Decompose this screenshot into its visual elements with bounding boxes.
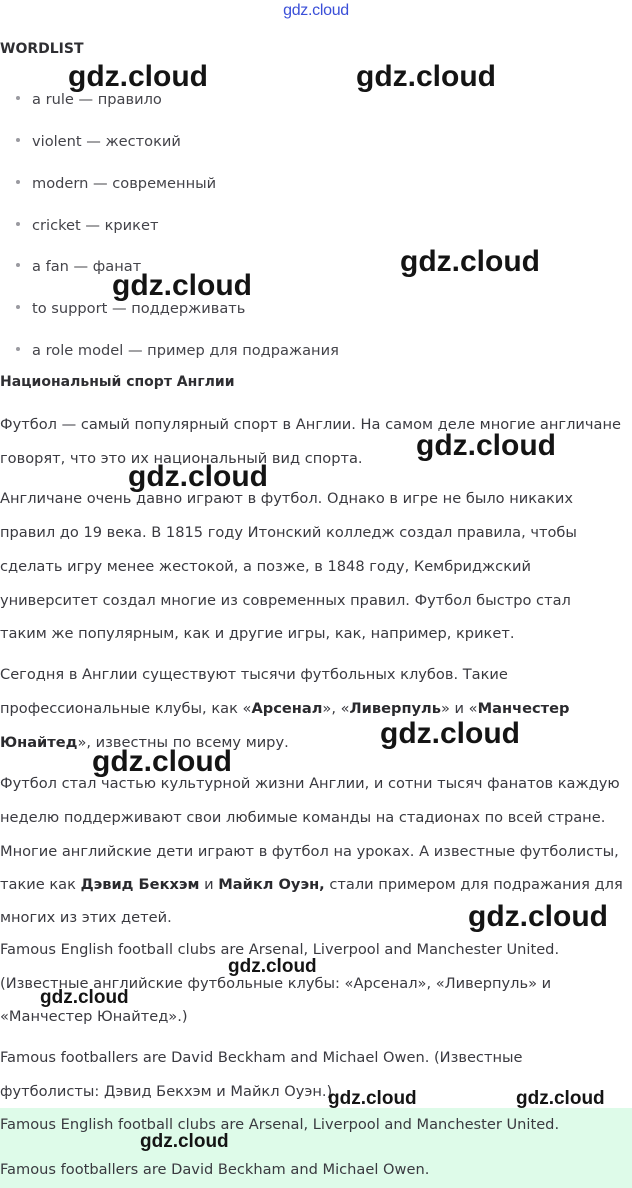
text-line: университет создал многие из современных правил. Футбол быстро стал [0, 592, 571, 609]
bullet-icon [16, 138, 20, 142]
watermark: gdz.cloud [140, 1131, 229, 1152]
watermark: gdz.cloud [328, 1088, 417, 1109]
bullet-icon [16, 96, 20, 100]
answer-line: «Манчестер Юнайтед».) [0, 1008, 188, 1025]
site-header-logo[interactable]: gdz.cloud [283, 2, 349, 19]
watermark: gdz.cloud [92, 745, 232, 778]
bullet-icon [16, 222, 20, 226]
text-line: Сегодня в Англии существуют тысячи футбольных клубов. Такие [0, 666, 508, 683]
wordlist-item: modern — современный [16, 175, 216, 192]
watermark: gdz.cloud [356, 60, 496, 93]
watermark: gdz.cloud [228, 956, 317, 977]
final-answer-line: Famous footballers are David Beckham and Michael Owen. [0, 1161, 430, 1178]
wordlist-item: a rule — правило [16, 91, 162, 108]
club-manchester: Манчестер [477, 700, 570, 717]
player-beckham: Дэвид Бекхэм [80, 876, 200, 893]
watermark: gdz.cloud [40, 987, 129, 1008]
bullet-icon [16, 180, 20, 184]
text-line: таким же популярным, как и другие игры, как, например, крикет. [0, 625, 515, 642]
watermark: gdz.cloud [516, 1088, 605, 1109]
answer-line: Famous English football clubs are Arsenal, Liverpool and Manchester United. [0, 941, 560, 958]
text-line: Футбол — самый популярный спорт в Англии. На самом деле многие англичане [0, 416, 621, 433]
watermark: gdz.cloud [400, 245, 540, 278]
club-united: Юнайтед [0, 734, 78, 751]
watermark: gdz.cloud [416, 429, 556, 462]
wordlist-item: a role model — пример для подражания [16, 342, 339, 359]
club-liverpool: Ливерпуль [349, 700, 441, 717]
watermark: gdz.cloud [468, 900, 608, 933]
wordlist-item: cricket — крикет [16, 217, 158, 234]
watermark: gdz.cloud [128, 460, 268, 493]
wordlist-item: violent — жестокий [16, 133, 181, 150]
text-line: говорят, что это их национальный вид спорта. [0, 450, 363, 467]
text-line: правил до 19 века. В 1815 году Итонский колледж создал правила, чтобы [0, 524, 577, 541]
wordlist-title: WORDLIST [0, 41, 84, 57]
watermark: gdz.cloud [112, 269, 252, 302]
clubs-line-cont: Юнайтед», известны по всему миру. [0, 734, 289, 751]
players-line: такие как Дэвид Бекхэм и Майкл Оуэн, стали примером для подражания для [0, 876, 623, 893]
text-line: Англичане очень давно играют в футбол. Однако в игре не было никаких [0, 490, 573, 507]
club-arsenal: Арсенал [251, 700, 323, 717]
wordlist-item: to support — поддерживать [16, 300, 245, 317]
answer-line: (Известные английские футбольные клубы: «Арсенал», «Ливерпуль» и [0, 975, 552, 992]
answer-line: футболисты: Дэвид Бекхэм и Майкл Оуэн.) [0, 1083, 333, 1100]
wordlist-item: a fan — фанат [16, 258, 141, 275]
text-line: Футбол стал частью культурной жизни Англии, и сотни тысяч фанатов каждую [0, 775, 620, 792]
player-owen: Майкл Оуэн, [218, 876, 325, 893]
bullet-icon [16, 347, 20, 351]
bullet-icon [16, 305, 20, 309]
text-line: многих из этих детей. [0, 909, 172, 926]
clubs-line: профессиональные клубы, как «Арсенал», «Ливерпуль» и «Манчестер [0, 700, 570, 717]
text-line: сделать игру менее жестокой, а позже, в 1848 году, Кембриджский [0, 558, 531, 575]
text-line: неделю поддерживают свои любимые команды на стадионах по всей стране. [0, 809, 606, 826]
bullet-icon [16, 263, 20, 267]
watermark: gdz.cloud [380, 717, 520, 750]
watermark: gdz.cloud [68, 60, 208, 93]
final-answer-line: Famous English football clubs are Arsenal, Liverpool and Manchester United. [0, 1116, 560, 1133]
text-line: Многие английские дети играют в футбол на уроках. А известные футболисты, [0, 843, 619, 860]
answer-line: Famous footballers are David Beckham and Michael Owen. (Известные [0, 1049, 523, 1066]
translation-title: Национальный спорт Англии [0, 374, 235, 390]
